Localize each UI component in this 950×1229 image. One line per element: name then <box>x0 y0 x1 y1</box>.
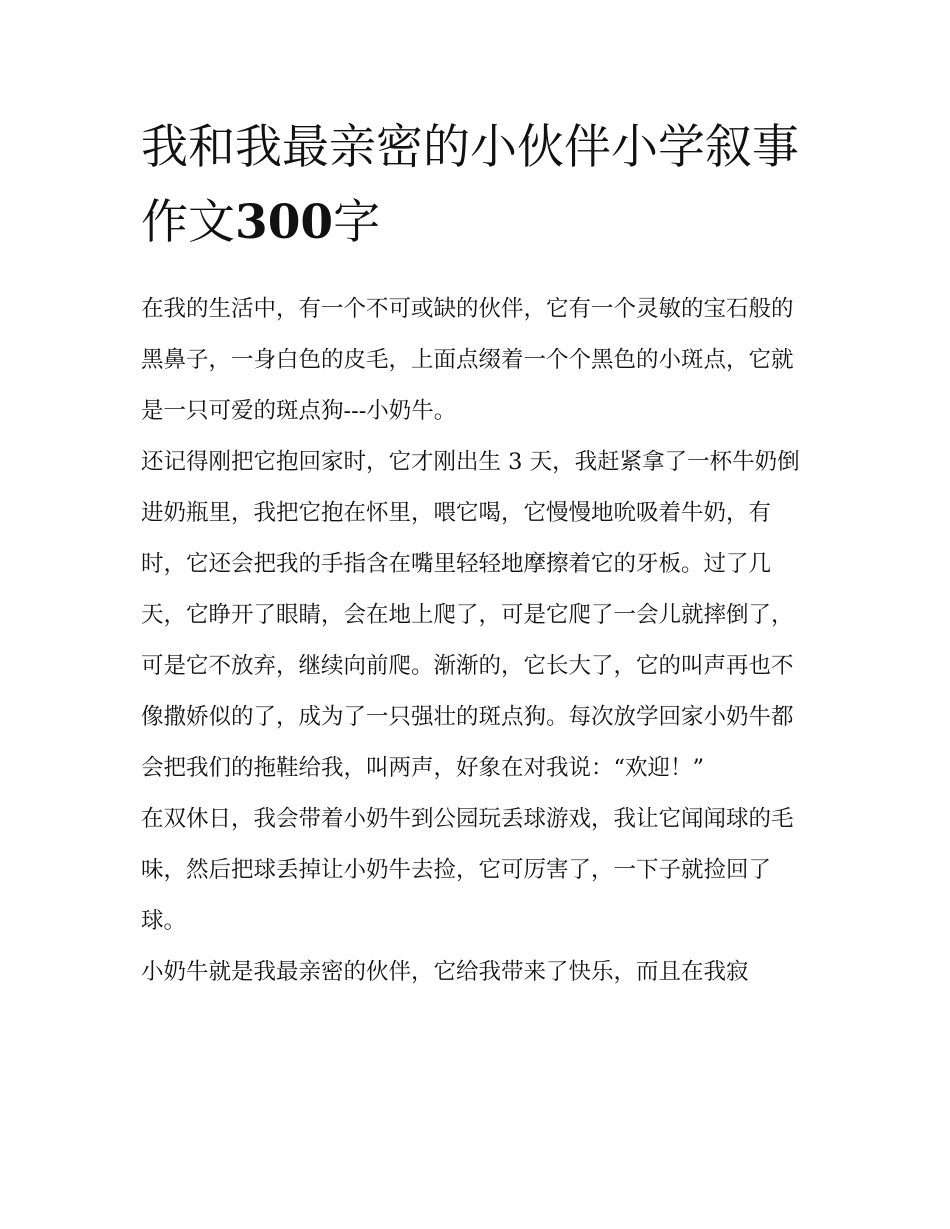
paragraph-1: 在我的生活中，有一个不可或缺的伙伴，它有一个灵敏的宝石般的黑鼻子，一身白色的皮毛，上面点缀着一个个黑色的小斑点，它就是一只可爱的斑点狗---小奶牛。 <box>141 296 794 424</box>
title-suffix: 字 <box>333 195 381 250</box>
paragraph-2: 还记得刚把它抱回家时，它才刚出生 3 天，我赶紧拿了一杯牛奶倒进奶瓶里，我把它抱在怀里，喂它喝，它慢慢地吮吸着牛奶，有时，它还会把我的手指含在嘴里轻轻地摩擦着它的牙板。过了几天，它睁开了眼睛，会在地上爬了，可是它爬了一会儿就摔倒了，可是它不放弃，继续向前爬。渐渐的，它长大了，它的叫声再也不像撒娇似的了，成为了一只强壮的斑点狗。每次放学回家小奶牛都会把我们的拖鞋给我，叫两声，好象在对我说：“欢迎！” <box>141 449 800 781</box>
document-page <box>141 110 813 998</box>
title-number: 300 <box>235 195 334 250</box>
paragraph-3: 在双休日，我会带着小奶牛到公园玩丢球游戏，我让它闻闻球的毛味，然后把球丢掉让小奶牛去捡，它可厉害了，一下子就捡回了球。 <box>141 806 794 934</box>
title-text: 我和我最亲密的小伙伴小学叙事作文 <box>141 120 799 250</box>
paragraph-4: 小奶牛就是我最亲密的伙伴，它给我带来了快乐，而且在我寂 <box>141 959 749 985</box>
document-title <box>141 110 813 260</box>
